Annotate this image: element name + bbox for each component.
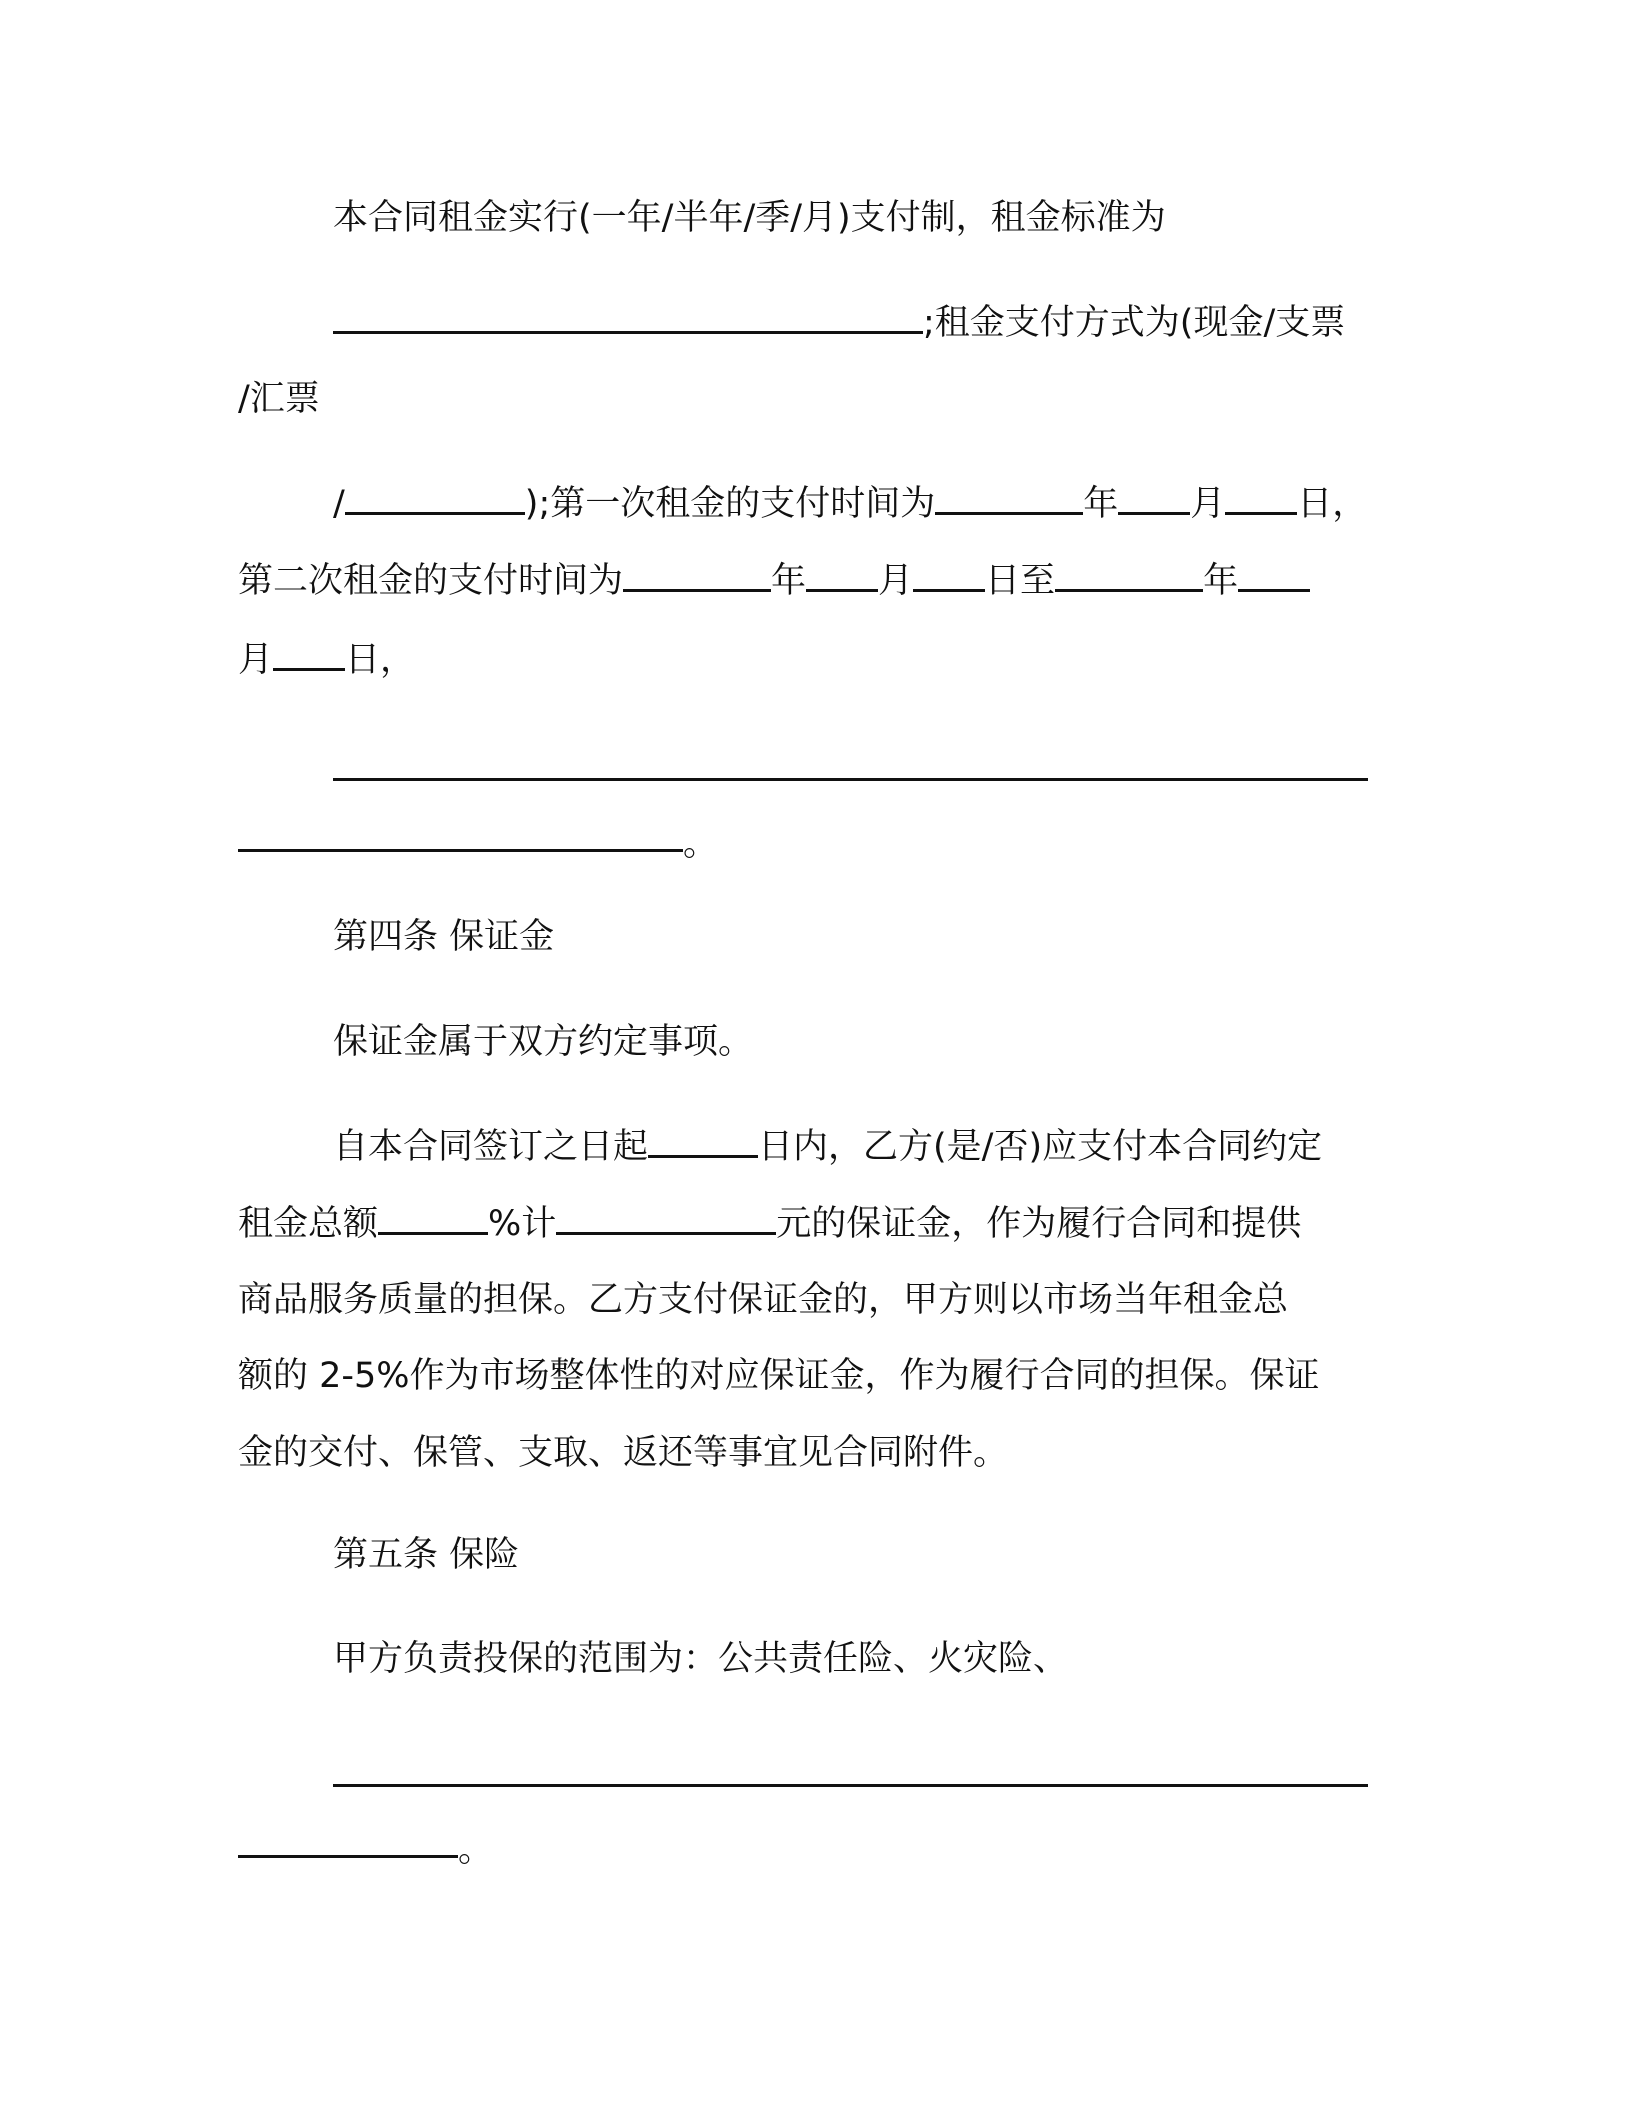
- second-year-blank: [623, 557, 771, 592]
- second-day-blank: [913, 557, 985, 592]
- amount-blank: [556, 1200, 776, 1235]
- article-5-heading: 第五条 保险: [333, 1535, 520, 1575]
- year-label: 年: [1083, 484, 1119, 524]
- first-year-blank: [935, 480, 1083, 515]
- deposit-agreement-text: 保证金属于双方约定事项。: [333, 1022, 754, 1062]
- insurance-blank-line-2: [238, 1855, 458, 1858]
- rent-standard-blank: [333, 299, 923, 334]
- rent-payment-system-text: 本合同租金实行(一年/半年/季/月)支付制，租金标准为: [333, 198, 1166, 238]
- rent-line-2: [333, 299, 1345, 345]
- year-label: 年: [1203, 561, 1239, 601]
- deposit-text-line-3: 商品服务质量的担保。乙方支付保证金的，甲方则以市场当年租金总: [238, 1280, 1289, 1320]
- day-label: 日，: [1297, 484, 1368, 524]
- first-month-blank: [1118, 480, 1190, 515]
- insurance-blank-line-1: [333, 1784, 1368, 1787]
- year-label: 年: [771, 561, 807, 601]
- rent-line-5: [238, 557, 1310, 603]
- day-label: 日，: [345, 640, 416, 680]
- deposit-para-2-line-2: [238, 1200, 1301, 1246]
- deposit-para-2-line-1: [333, 1123, 1322, 1169]
- second-year-end-blank: [1055, 557, 1203, 592]
- deposit-days-suffix: 日内，乙方(是/否)应支付本合同约定: [758, 1127, 1323, 1167]
- rent-blank-line-7: [333, 778, 1368, 781]
- day-to-label: 日至: [985, 561, 1056, 601]
- rent-line-1: [333, 196, 1166, 240]
- bill-option-text: /汇票: [238, 379, 320, 419]
- first-payment-text: );第一次租金的支付时间为: [524, 484, 936, 524]
- rent-line-3: [238, 377, 320, 421]
- rent-blank-line-8: [238, 849, 683, 852]
- second-month-end-blank: [1238, 557, 1310, 592]
- month-label: 月: [878, 561, 914, 601]
- insurance-para-1: [333, 1637, 1068, 1681]
- period-mark: 。: [683, 824, 719, 864]
- first-day-blank: [1225, 480, 1297, 515]
- month-label: 月: [1190, 484, 1226, 524]
- deposit-days-blank: [648, 1123, 758, 1158]
- rent-line-8-end: [683, 822, 718, 866]
- deposit-para-1: [333, 1020, 753, 1064]
- insurance-scope-text: 甲方负责投保的范围为：公共责任险、火灾险、: [333, 1639, 1069, 1679]
- month-label: 月: [238, 640, 274, 680]
- second-month-blank: [806, 557, 878, 592]
- rent-line-6: [238, 636, 415, 682]
- deposit-text-line-5: 金的交付、保管、支取、返还等事宜见合同附件。: [238, 1433, 1009, 1473]
- period-mark: 。: [458, 1830, 494, 1870]
- article-4-heading: 第四条 保证金: [333, 917, 555, 957]
- other-method-blank: [345, 480, 525, 515]
- second-payment-text: 第二次租金的支付时间为: [238, 561, 624, 601]
- deposit-para-2-line-4: [238, 1354, 1320, 1398]
- deposit-text-line-4: 额的 2-5%作为市场整体性的对应保证金，作为履行合同的担保。保证: [238, 1356, 1320, 1396]
- percent-label: %计: [488, 1204, 557, 1244]
- second-day-end-blank: [273, 636, 345, 671]
- deposit-purpose-text: 元的保证金，作为履行合同和提供: [776, 1204, 1302, 1244]
- deposit-para-2-line-5: [238, 1431, 1008, 1475]
- rent-line-4: [333, 480, 1367, 526]
- rent-payment-method-text: ;租金支付方式为(现金/支票: [923, 303, 1346, 343]
- percent-blank: [378, 1200, 488, 1235]
- deposit-para-2-line-3: [238, 1278, 1288, 1322]
- total-rent-label: 租金总额: [238, 1204, 379, 1244]
- deposit-days-prefix: 自本合同签订之日起: [333, 1127, 649, 1167]
- insurance-end: [458, 1828, 493, 1872]
- slash-text: /: [333, 484, 345, 524]
